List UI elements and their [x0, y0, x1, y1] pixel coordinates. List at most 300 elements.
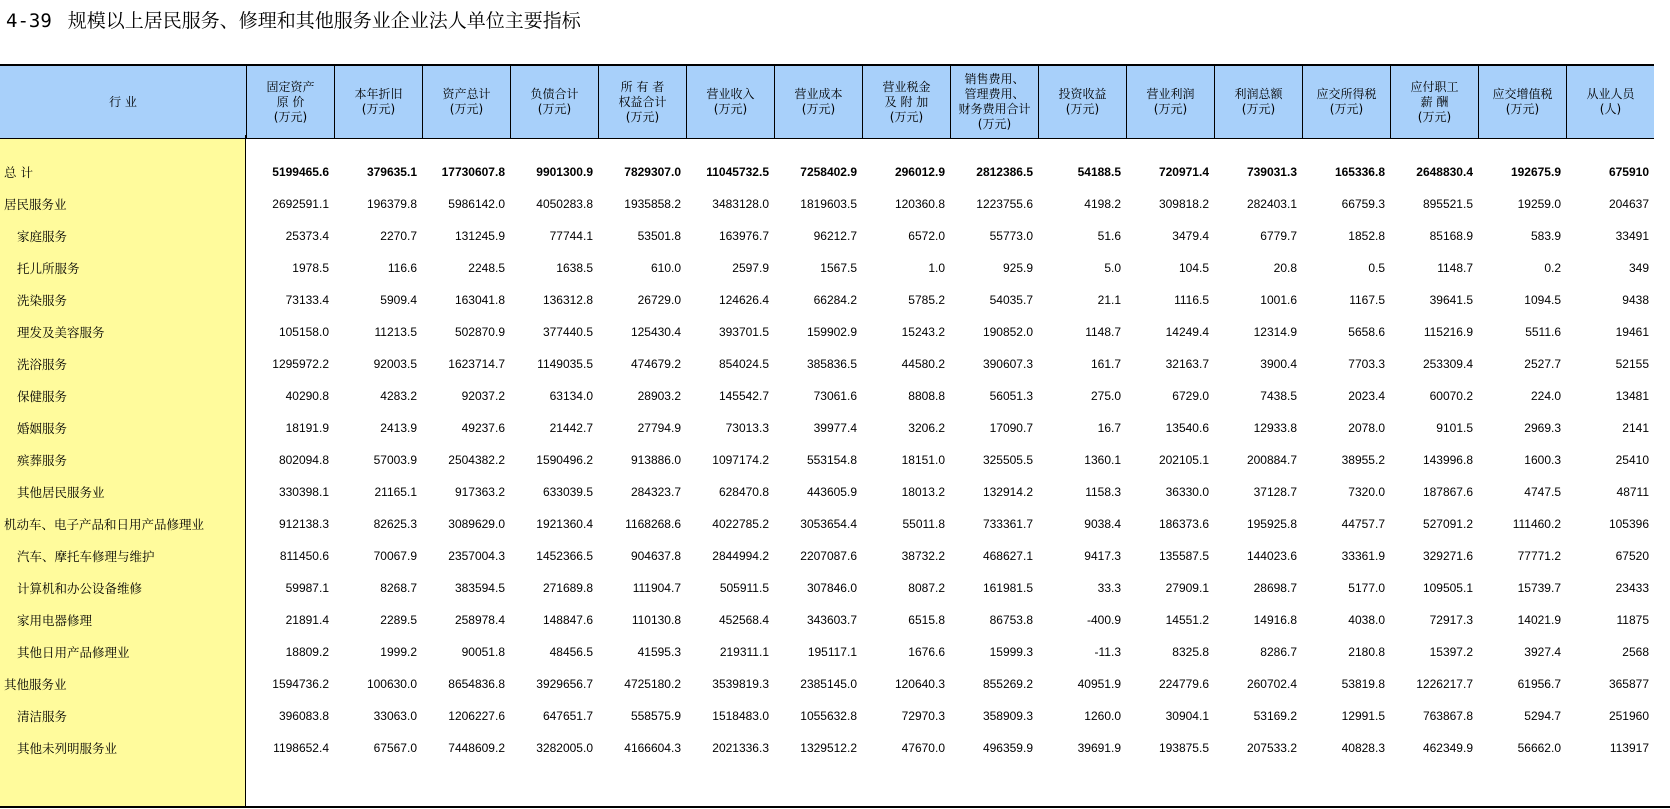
table-cell: 763867.8 — [1422, 709, 1473, 723]
table-cell: 113917 — [1609, 741, 1649, 755]
table-cell: 5785.2 — [908, 293, 945, 307]
table-cell: 8268.7 — [380, 581, 417, 595]
table-cell: 917363.2 — [454, 485, 505, 499]
table-cell: 1452366.5 — [536, 549, 593, 563]
table-cell: 196379.8 — [366, 197, 417, 211]
table-cell: 4166604.3 — [624, 741, 681, 755]
row-label: 殡葬服务 — [17, 453, 68, 468]
table-cell: 53501.8 — [637, 229, 681, 243]
table-cell: 193875.5 — [1158, 741, 1209, 755]
table-cell: 1260.0 — [1084, 709, 1121, 723]
table-cell: 720971.4 — [1158, 165, 1209, 179]
table-cell: 11875 — [1616, 613, 1649, 627]
table-cell: 0.2 — [1544, 261, 1561, 275]
table-cell: 44580.2 — [901, 357, 945, 371]
table-cell: 8654836.8 — [448, 677, 505, 691]
table-cell: 9901300.9 — [536, 165, 593, 179]
table-cell: 253309.4 — [1422, 357, 1473, 371]
table-cell: 60070.2 — [1429, 389, 1473, 403]
table-cell: 9417.3 — [1084, 549, 1121, 563]
table-cell: 7320.0 — [1348, 485, 1385, 499]
table-cell: 383594.5 — [454, 581, 505, 595]
column-header: 负债合计 (万元) — [510, 66, 598, 138]
table-cell: 296012.9 — [894, 165, 945, 179]
table-cell: 190852.0 — [982, 325, 1033, 339]
column-header: 营业利润 (万元) — [1126, 66, 1214, 138]
table-cell: 1590496.2 — [536, 453, 593, 467]
table-cell: 2180.8 — [1348, 645, 1385, 659]
table-cell: 2527.7 — [1524, 357, 1561, 371]
table-cell: 73061.6 — [813, 389, 857, 403]
table-cell: 57003.9 — [373, 453, 417, 467]
table-cell: 131245.9 — [454, 229, 505, 243]
row-label: 其他服务业 — [4, 677, 67, 692]
column-header: 营业成本 (万元) — [774, 66, 862, 138]
table-cell: 811450.6 — [279, 549, 329, 563]
table-cell: 19461 — [1615, 325, 1649, 339]
row-label: 计算机和办公设备维修 — [17, 581, 143, 596]
table-cell: 159902.9 — [806, 325, 857, 339]
table-cell: 44757.7 — [1341, 517, 1385, 531]
table-cell: 14021.9 — [1517, 613, 1561, 627]
table-bottom-border — [0, 806, 1670, 808]
table-cell: 33063.0 — [373, 709, 417, 723]
table-cell: 72917.3 — [1429, 613, 1473, 627]
table-cell: 7703.3 — [1348, 357, 1385, 371]
table-cell: 2021336.3 — [712, 741, 769, 755]
table-cell: 1148.7 — [1085, 325, 1121, 339]
table-cell: 48711 — [1616, 485, 1649, 499]
table-cell: 1168268.6 — [625, 517, 681, 531]
table-cell: 6779.7 — [1260, 229, 1297, 243]
table-cell: 904637.8 — [630, 549, 681, 563]
table-cell: 82625.3 — [373, 517, 417, 531]
table-cell: 0.5 — [1368, 261, 1385, 275]
table-cell: 14249.4 — [1165, 325, 1209, 339]
table-cell: 258978.4 — [454, 613, 505, 627]
table-cell: 115216.9 — [1423, 325, 1473, 339]
table-cell: 92037.2 — [461, 389, 505, 403]
table-cell: 1567.5 — [820, 261, 857, 275]
table-cell: 895521.5 — [1422, 197, 1473, 211]
table-cell: 396083.8 — [278, 709, 329, 723]
table-cell: 163976.7 — [718, 229, 769, 243]
table-cell: 49237.6 — [461, 421, 505, 435]
table-cell: 9038.4 — [1084, 517, 1121, 531]
table-cell: 51.6 — [1097, 229, 1121, 243]
table-cell: 1198652.4 — [273, 741, 329, 755]
table-cell: 5658.6 — [1348, 325, 1385, 339]
column-header-industry: 行 业 — [109, 94, 137, 109]
table-cell: 15739.7 — [1517, 581, 1561, 595]
column-header: 应交增值税 (万元) — [1478, 66, 1566, 138]
table-cell: 135587.5 — [1158, 549, 1209, 563]
table-cell: 628470.8 — [718, 485, 769, 499]
table-cell: 33491 — [1615, 229, 1649, 243]
table-cell: 282403.1 — [1246, 197, 1297, 211]
table-cell: 647651.7 — [542, 709, 593, 723]
table-cell: 21165.1 — [374, 485, 417, 499]
table-cell: 207533.2 — [1246, 741, 1297, 755]
table-cell: 96212.7 — [813, 229, 857, 243]
table-cell: 41595.3 — [637, 645, 681, 659]
table-cell: 1295972.2 — [272, 357, 329, 371]
table-cell: 1600.3 — [1524, 453, 1561, 467]
table-cell: 36330.0 — [1165, 485, 1209, 499]
table-cell: 443605.9 — [806, 485, 857, 499]
table-cell: 739031.3 — [1246, 165, 1297, 179]
table-cell: 33361.9 — [1341, 549, 1385, 563]
page-title — [6, 6, 581, 33]
table-cell: 5909.4 — [380, 293, 417, 307]
table-cell: 32163.7 — [1165, 357, 1209, 371]
table-cell: 5986142.0 — [448, 197, 505, 211]
table-cell: 90051.8 — [461, 645, 505, 659]
table-title: 规模以上居民服务、修理和其他服务业企业法人单位主要指标 — [67, 10, 581, 32]
table-cell: 1001.6 — [1260, 293, 1297, 307]
table-cell: 86753.8 — [989, 613, 1033, 627]
table-cell: 393701.5 — [718, 325, 769, 339]
table-cell: 4283.2 — [380, 389, 417, 403]
table-cell: 39641.5 — [1429, 293, 1473, 307]
table-cell: 55773.0 — [989, 229, 1033, 243]
table-cell: 3929656.7 — [536, 677, 593, 691]
table-cell: 27909.1 — [1165, 581, 1209, 595]
table-cell: 1852.8 — [1348, 229, 1385, 243]
table-cell: 2413.9 — [380, 421, 417, 435]
table-cell: 38955.2 — [1341, 453, 1385, 467]
table-cell: 9101.5 — [1436, 421, 1473, 435]
table-cell: 1638.5 — [556, 261, 593, 275]
table-cell: 187867.6 — [1422, 485, 1473, 499]
table-cell: 390607.3 — [982, 357, 1033, 371]
table-cell: 73013.3 — [725, 421, 769, 435]
column-header: 本年折旧 (万元) — [334, 66, 422, 138]
table-cell: 2207087.6 — [800, 549, 857, 563]
table-cell: 1223755.6 — [976, 197, 1033, 211]
column-header: 应交所得税 (万元) — [1302, 66, 1390, 138]
table-cell: 105158.0 — [278, 325, 329, 339]
table-cell: 219311.1 — [719, 645, 769, 659]
table-cell: 854024.5 — [718, 357, 769, 371]
table-cell: 100630.0 — [366, 677, 417, 691]
table-cell: 85168.9 — [1429, 229, 1473, 243]
table-row — [0, 706, 1670, 726]
table-cell: 30904.1 — [1165, 709, 1209, 723]
table-cell: 23433 — [1615, 581, 1649, 595]
column-header: 营业收入 (万元) — [686, 66, 774, 138]
table-cell: 40951.9 — [1077, 677, 1121, 691]
table-cell: 553154.8 — [806, 453, 857, 467]
table-cell: 56051.3 — [989, 389, 1033, 403]
table-cell: 1226217.7 — [1416, 677, 1473, 691]
table-cell: 5294.7 — [1524, 709, 1561, 723]
row-label: 洗浴服务 — [17, 357, 68, 372]
table-cell: 53169.2 — [1253, 709, 1297, 723]
table-cell: 502870.9 — [454, 325, 505, 339]
table-cell: 1676.6 — [908, 645, 945, 659]
table-cell: 2844994.2 — [712, 549, 769, 563]
table-cell: 3053654.4 — [800, 517, 857, 531]
table-cell: 48456.5 — [549, 645, 593, 659]
table-cell: 1206227.6 — [448, 709, 505, 723]
table-row — [0, 386, 1670, 406]
row-label: 婚姻服务 — [17, 421, 68, 436]
table-cell: 40828.3 — [1341, 741, 1385, 755]
column-header: 固定资产 原 价 (万元) — [246, 66, 334, 138]
table-cell: 2248.5 — [468, 261, 505, 275]
table-cell: 474679.2 — [630, 357, 681, 371]
table-cell: 4022785.2 — [712, 517, 769, 531]
table-cell: 733361.7 — [982, 517, 1033, 531]
table-cell: 28698.7 — [1253, 581, 1297, 595]
table-cell: 2568 — [1622, 645, 1649, 659]
table-cell: 27794.9 — [637, 421, 681, 435]
table-cell: 2504382.2 — [448, 453, 505, 467]
table-row — [0, 450, 1670, 470]
table-cell: 161981.5 — [982, 581, 1033, 595]
table-cell: 39977.4 — [813, 421, 857, 435]
table-cell: 2969.3 — [1524, 421, 1561, 435]
table-cell: 59987.1 — [285, 581, 329, 595]
table-cell: 109505.1 — [1422, 581, 1473, 595]
table-cell: 186373.6 — [1158, 517, 1209, 531]
total-row — [0, 162, 1670, 182]
row-label: 托儿所服务 — [17, 261, 80, 276]
table-cell: 251960 — [1608, 709, 1649, 723]
table-cell: 12933.8 — [1253, 421, 1297, 435]
table-cell: 325505.5 — [982, 453, 1033, 467]
table-cell: 55011.8 — [902, 517, 945, 531]
table-cell: 120360.8 — [894, 197, 945, 211]
table-cell: 9438 — [1622, 293, 1649, 307]
table-cell: 12314.9 — [1253, 325, 1297, 339]
table-cell: 6515.8 — [908, 613, 945, 627]
table-cell: 329271.6 — [1422, 549, 1473, 563]
table-cell: 132914.2 — [982, 485, 1033, 499]
table-cell: 1819603.5 — [800, 197, 857, 211]
column-header: 从业人员 (人) — [1566, 66, 1654, 138]
table-cell: 116.6 — [387, 261, 417, 275]
table-cell: 6572.0 — [908, 229, 945, 243]
table-cell: 26729.0 — [637, 293, 681, 307]
table-row — [0, 674, 1670, 694]
table-cell: 6729.0 — [1172, 389, 1209, 403]
table-cell: 161.7 — [1090, 357, 1121, 371]
row-label: 居民服务业 — [4, 197, 67, 212]
table-cell: 25410 — [1615, 453, 1649, 467]
table-cell: 675910 — [1608, 165, 1649, 179]
table-cell: 505911.5 — [719, 581, 769, 595]
table-cell: 224.0 — [1530, 389, 1561, 403]
table-cell: 307846.0 — [806, 581, 857, 595]
table-cell: 17730607.8 — [441, 165, 505, 179]
table-cell: 195117.1 — [807, 645, 857, 659]
table-cell: 12991.5 — [1341, 709, 1385, 723]
table-cell: 913886.0 — [630, 453, 681, 467]
table-cell: 28903.2 — [637, 389, 681, 403]
table-cell: 18809.2 — [285, 645, 329, 659]
table-cell: 18013.2 — [901, 485, 945, 499]
table-cell: 855269.2 — [982, 677, 1033, 691]
table-cell: 2812386.5 — [976, 165, 1033, 179]
table-cell: 2270.7 — [380, 229, 417, 243]
table-cell: 5.0 — [1104, 261, 1121, 275]
table-cell: 165336.8 — [1334, 165, 1385, 179]
table-cell: 11213.5 — [374, 325, 417, 339]
table-cell: 14551.2 — [1165, 613, 1209, 627]
table-cell: 3282005.0 — [536, 741, 593, 755]
table-cell: 1158.3 — [1085, 485, 1121, 499]
table-cell: 25373.4 — [285, 229, 329, 243]
table-cell: 912138.3 — [278, 517, 329, 531]
table-cell: 610.0 — [650, 261, 681, 275]
table-cell: 33.3 — [1097, 581, 1121, 595]
column-header: 所 有 者 权益合计 (万元) — [598, 66, 686, 138]
table-cell: 66284.2 — [813, 293, 857, 307]
table-cell: 1094.5 — [1524, 293, 1561, 307]
row-label: 家庭服务 — [17, 229, 68, 244]
table-row — [0, 546, 1670, 566]
row-label: 机动车、电子产品和日用产品修理业 — [4, 517, 205, 532]
table-cell: 66759.3 — [1341, 197, 1385, 211]
row-label: 洗染服务 — [17, 293, 68, 308]
table-cell: 13481 — [1615, 389, 1649, 403]
table-cell: 1167.5 — [1349, 293, 1385, 307]
table-cell: 105396 — [1608, 517, 1649, 531]
table-cell: 136312.8 — [542, 293, 593, 307]
table-cell: 7829307.0 — [624, 165, 681, 179]
table-cell: 3089629.0 — [448, 517, 505, 531]
table-cell: 61956.7 — [1517, 677, 1561, 691]
table-cell: 67567.0 — [373, 741, 417, 755]
table-cell: 1148.7 — [1437, 261, 1473, 275]
table-cell: 14916.8 — [1253, 613, 1297, 627]
table-cell: 70067.9 — [373, 549, 417, 563]
table-row — [0, 258, 1670, 278]
table-cell: 4725180.2 — [624, 677, 681, 691]
table-cell: 3206.2 — [908, 421, 945, 435]
table-cell: 8286.7 — [1260, 645, 1297, 659]
table-cell: 200884.7 — [1246, 453, 1297, 467]
table-cell: 3927.4 — [1524, 645, 1561, 659]
table-cell: 343603.7 — [806, 613, 857, 627]
row-label: 保健服务 — [17, 389, 68, 404]
table-cell: 17090.7 — [989, 421, 1033, 435]
table-cell: 3900.4 — [1260, 357, 1297, 371]
table-cell: 462349.9 — [1422, 741, 1473, 755]
table-cell: 38732.2 — [901, 549, 945, 563]
row-label: 总 计 — [4, 165, 33, 180]
table-cell: 54188.5 — [1077, 165, 1121, 179]
table-cell: 1329512.2 — [800, 741, 857, 755]
row-label: 其他日用产品修理业 — [17, 645, 130, 660]
table-cell: 56662.0 — [1517, 741, 1561, 755]
column-header: 资产总计 (万元) — [422, 66, 510, 138]
table-cell: 2648830.4 — [1416, 165, 1473, 179]
table-cell: 5199465.6 — [272, 165, 329, 179]
table-row — [0, 514, 1670, 534]
table-cell: 3539819.3 — [712, 677, 769, 691]
table-cell: 3479.4 — [1172, 229, 1209, 243]
table-cell: 18151.0 — [901, 453, 945, 467]
table-cell: 120640.3 — [894, 677, 945, 691]
table-cell: 4198.2 — [1084, 197, 1121, 211]
table-header — [0, 64, 1654, 139]
column-header: 投资收益 (万元) — [1038, 66, 1126, 138]
column-header: 利润总额 (万元) — [1214, 66, 1302, 138]
table-cell: 63134.0 — [549, 389, 593, 403]
column-header: 应付职工 薪 酬 (万元) — [1390, 66, 1478, 138]
table-cell: 73133.4 — [285, 293, 329, 307]
table-cell: 7438.5 — [1260, 389, 1297, 403]
table-cell: 92003.5 — [373, 357, 417, 371]
table-cell: 3483128.0 — [712, 197, 769, 211]
table-cell: 1.0 — [928, 261, 945, 275]
table-row — [0, 578, 1670, 598]
table-cell: 111904.7 — [632, 581, 681, 595]
table-row — [0, 290, 1670, 310]
table-cell: 21.1 — [1097, 293, 1121, 307]
table-cell: 21891.4 — [285, 613, 329, 627]
table-cell: 583.9 — [1530, 229, 1561, 243]
table-cell: 54035.7 — [989, 293, 1033, 307]
table-cell: 2023.4 — [1348, 389, 1385, 403]
table-cell: 275.0 — [1090, 389, 1121, 403]
table-cell: 53819.8 — [1341, 677, 1385, 691]
table-cell: 77744.1 — [549, 229, 593, 243]
table-cell: 125430.4 — [630, 325, 681, 339]
table-cell: 1518483.0 — [712, 709, 769, 723]
table-cell: 4747.5 — [1524, 485, 1561, 499]
table-cell: 15397.2 — [1429, 645, 1473, 659]
table-cell: 20.8 — [1273, 261, 1297, 275]
table-cell: 925.9 — [1002, 261, 1033, 275]
table-cell: 145542.7 — [718, 389, 769, 403]
table-row — [0, 354, 1670, 374]
table-cell: 148847.6 — [542, 613, 593, 627]
table-cell: 309818.2 — [1158, 197, 1209, 211]
table-cell: 77771.2 — [1517, 549, 1561, 563]
table-cell: 1594736.2 — [272, 677, 329, 691]
table-cell: 358909.3 — [982, 709, 1033, 723]
table-cell: 377440.5 — [542, 325, 593, 339]
table-cell: 284323.7 — [630, 485, 681, 499]
table-cell: 1097174.2 — [712, 453, 769, 467]
table-cell: 2141 — [1622, 421, 1649, 435]
table-cell: 1921360.4 — [536, 517, 593, 531]
table-cell: 4038.0 — [1348, 613, 1385, 627]
table-cell: 5177.0 — [1348, 581, 1385, 595]
table-cell: 15999.3 — [989, 645, 1033, 659]
table-cell: 7258402.9 — [800, 165, 857, 179]
table-cell: 1055632.8 — [800, 709, 857, 723]
table-cell: 2597.9 — [732, 261, 769, 275]
table-cell: 18191.9 — [285, 421, 329, 435]
table-cell: 5511.6 — [1525, 325, 1561, 339]
table-cell: 2385145.0 — [800, 677, 857, 691]
row-label: 汽车、摩托车修理与维护 — [17, 549, 155, 564]
table-number: 4-39 — [6, 10, 52, 32]
table-cell: 202105.1 — [1158, 453, 1209, 467]
table-cell: 21442.7 — [549, 421, 593, 435]
table-cell: 1116.5 — [1174, 293, 1209, 307]
table-cell: 224779.6 — [1158, 677, 1209, 691]
table-cell: 558575.9 — [630, 709, 681, 723]
table-row — [0, 194, 1670, 214]
table-cell: 72970.3 — [901, 709, 945, 723]
row-label: 其他未列明服务业 — [17, 741, 118, 756]
